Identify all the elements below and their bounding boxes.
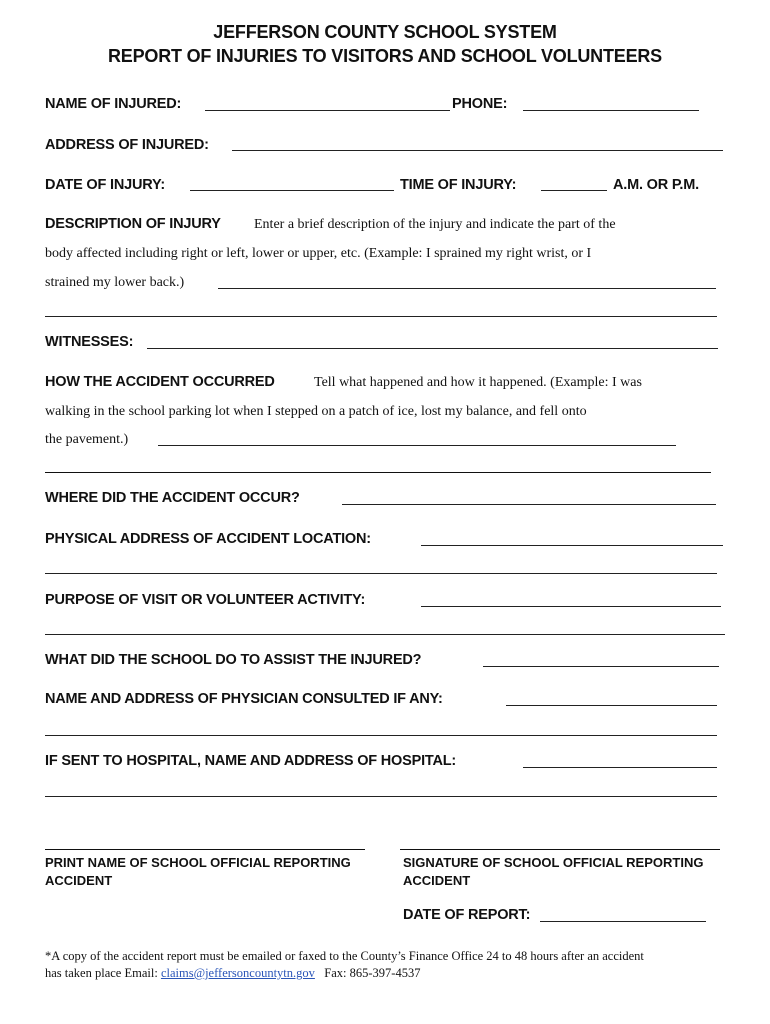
- date-of-injury-field[interactable]: [190, 190, 394, 191]
- print-name-label: PRINT NAME OF SCHOOL OFFICIAL REPORTING ACCIDENT: [45, 855, 351, 888]
- assist-label: WHAT DID THE SCHOOL DO TO ASSIST THE INJURED?: [45, 652, 422, 668]
- purpose-field[interactable]: [421, 606, 721, 607]
- hospital-field-line-2[interactable]: [45, 796, 717, 797]
- witnesses-field[interactable]: [147, 348, 718, 349]
- name-field[interactable]: [205, 110, 450, 111]
- fax-number: Fax: 865-397-4537: [324, 966, 421, 980]
- how-accident-field[interactable]: [158, 445, 676, 446]
- how-accident-field-line-2[interactable]: [45, 472, 711, 473]
- physical-address-field[interactable]: [421, 545, 723, 546]
- description-instructions: Enter a brief description of the injury and indicate the part of the: [254, 217, 616, 232]
- footer-note: *A copy of the accident report must be emailed or faxed to the County’s Finance Office 24 to 48 hours after an accident: [45, 949, 644, 963]
- how-accident-label: HOW THE ACCIDENT OCCURRED: [45, 374, 275, 390]
- witnesses-label: WITNESSES:: [45, 334, 134, 350]
- physician-field[interactable]: [506, 705, 717, 706]
- phone-label: PHONE:: [452, 96, 508, 112]
- address-field[interactable]: [232, 150, 723, 151]
- phone-field[interactable]: [523, 110, 699, 111]
- hospital-field[interactable]: [523, 767, 717, 768]
- print-name-field[interactable]: [45, 849, 365, 850]
- date-of-report-label: DATE OF REPORT:: [403, 907, 531, 923]
- address-label: ADDRESS OF INJURED:: [45, 137, 209, 153]
- signature-field[interactable]: [400, 849, 720, 850]
- physical-address-field-line-2[interactable]: [45, 573, 717, 574]
- description-instructions: body affected including right or left, lower or upper, etc. (Example: I sprained my right wrist, or I: [45, 246, 592, 261]
- physician-label: NAME AND ADDRESS OF PHYSICIAN CONSULTED IF ANY:: [45, 691, 443, 707]
- assist-field[interactable]: [483, 666, 719, 667]
- description-field[interactable]: [218, 288, 716, 289]
- physical-address-label: PHYSICAL ADDRESS OF ACCIDENT LOCATION:: [45, 531, 371, 547]
- signature-label: SIGNATURE OF SCHOOL OFFICIAL REPORTING ACCIDENT: [403, 855, 704, 888]
- description-instructions: strained my lower back.): [45, 275, 185, 290]
- form-subtitle: REPORT OF INJURIES TO VISITORS AND SCHOOL VOLUNTEERS: [107, 46, 662, 66]
- time-of-injury-label: TIME OF INJURY:: [400, 177, 517, 193]
- footer-contact: [45, 966, 420, 981]
- where-accident-field[interactable]: [342, 504, 716, 505]
- how-accident-instructions: the pavement.): [45, 432, 129, 447]
- time-of-injury-field[interactable]: [541, 190, 607, 191]
- description-label: DESCRIPTION OF INJURY: [45, 216, 221, 232]
- email-link[interactable]: claims@jeffersoncountytn.gov: [160, 966, 315, 980]
- form-title: JEFFERSON COUNTY SCHOOL SYSTEM: [213, 22, 557, 42]
- how-accident-instructions: walking in the school parking lot when I stepped on a patch of ice, lost my balance, and fell onto: [45, 404, 587, 419]
- name-label: NAME OF INJURED:: [45, 96, 182, 112]
- hospital-label: IF SENT TO HOSPITAL, NAME AND ADDRESS OF HOSPITAL:: [45, 753, 457, 769]
- description-field-line-2[interactable]: [45, 316, 717, 317]
- physician-field-line-2[interactable]: [45, 735, 717, 736]
- purpose-label: PURPOSE OF VISIT OR VOLUNTEER ACTIVITY:: [45, 592, 366, 608]
- how-accident-instructions: Tell what happened and how it happened. (Example: I was: [314, 375, 642, 390]
- purpose-field-line-2[interactable]: [45, 634, 725, 635]
- where-accident-label: WHERE DID THE ACCIDENT OCCUR?: [45, 490, 300, 506]
- am-pm-label: A.M. OR P.M.: [613, 177, 699, 193]
- date-of-report-field[interactable]: [540, 921, 706, 922]
- footer-email-prefix: has taken place Email:: [45, 966, 158, 980]
- date-of-injury-label: DATE OF INJURY:: [45, 177, 165, 193]
